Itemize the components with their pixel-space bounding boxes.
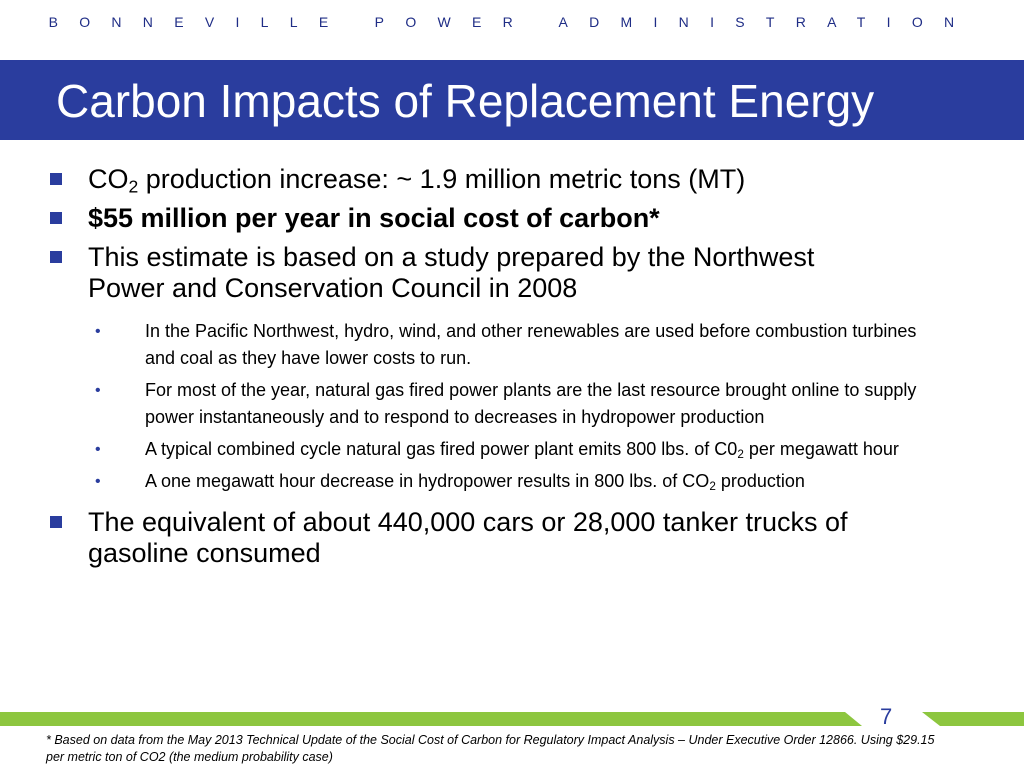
page-number: 7 bbox=[880, 704, 893, 729]
sub-bullet-text: A typical combined cycle natural gas fired power plant emits 800 lbs. of $C0_2$ per megawatt hour bbox=[145, 439, 899, 461]
organization-header: BONNEVILLE POWER ADMINISTRATION bbox=[48, 14, 976, 30]
bullet-equivalent bbox=[0, 507, 888, 569]
square-bullet-icon bbox=[50, 251, 62, 263]
square-bullet-icon bbox=[50, 212, 62, 224]
slide-title: Carbon Impacts of Replacement Energy bbox=[56, 75, 875, 127]
bullet-study-basis bbox=[0, 242, 888, 304]
square-bullet-icon bbox=[50, 516, 62, 528]
square-bullet-icon bbox=[50, 173, 62, 185]
bullet-text: This estimate is based on a study prepared by the Northwest Power and Conservation Council in 2008 bbox=[88, 242, 815, 303]
sub-bullet-hydropower-decrease bbox=[0, 468, 945, 495]
bullet-text: $55 million per year in social cost of carbon* bbox=[88, 203, 660, 233]
footer-bar-right bbox=[922, 712, 1024, 726]
sub-bullet-text: A one megawatt hour decrease in hydropower results in 800 lbs. of $CO_2$ production bbox=[145, 471, 805, 493]
dot-bullet-icon: • bbox=[95, 441, 101, 458]
dot-bullet-icon: • bbox=[95, 473, 101, 490]
sub-bullet-list bbox=[0, 318, 1024, 495]
footnote: * Based on data from the May 2013 Technical Update of the Social Cost of Carbon for Regulatory Impact Analysis – Under Executive Order 12866. Using $29.15 per metric ton of CO2 (the medium probability case) bbox=[46, 733, 935, 764]
sub-bullet-renewables bbox=[0, 318, 945, 372]
sub-bullet-text: For most of the year, natural gas fired power plants are the last resource brought online to supply power instantaneously and to respond to decreases in hydropower production bbox=[145, 380, 917, 427]
sub-bullet-natural-gas bbox=[0, 377, 945, 431]
sub-bullet-text: In the Pacific Northwest, hydro, wind, and other renewables are used before combustion turbines and coal as they have lower costs to run. bbox=[145, 321, 917, 368]
slide-content bbox=[0, 164, 1024, 577]
sub-bullet-plant-emissions bbox=[0, 436, 945, 463]
footer-bar-left bbox=[0, 712, 862, 726]
bullet-text: $CO_2$ production increase: ~ 1.9 million metric tons (MT) bbox=[88, 164, 746, 197]
dot-bullet-icon: • bbox=[95, 323, 101, 340]
dot-bullet-icon: • bbox=[95, 382, 101, 399]
bullet-co2-production bbox=[0, 164, 888, 195]
bullet-text: The equivalent of about 440,000 cars or 28,000 tanker trucks of gasoline consumed bbox=[88, 507, 848, 568]
footer-accent-bar bbox=[0, 708, 1024, 730]
bullet-social-cost bbox=[0, 203, 888, 234]
